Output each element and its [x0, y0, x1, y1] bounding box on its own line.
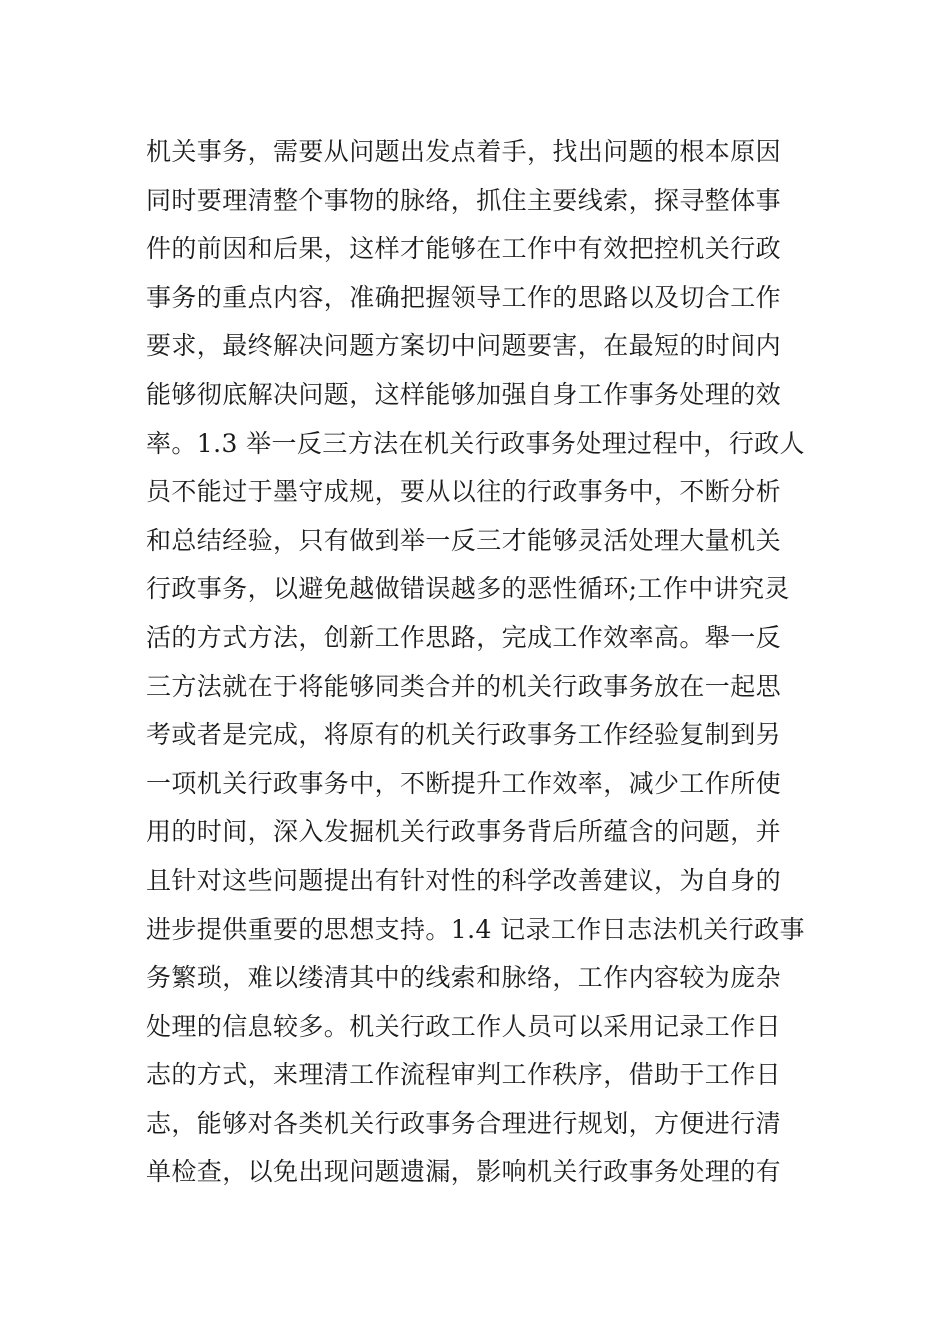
text-line: 进步提供重要的思想支持。1.4 记录工作日志法机关行政事: [146, 914, 805, 944]
text-line: 员不能过于墨守成规，要从以往的行政事务中，不断分析: [146, 477, 782, 507]
text-line: 能够彻底解决问题，这样能够加强自身工作事务处理的效: [146, 379, 782, 409]
text-line: 单检查，以免出现问题遗漏，影响机关行政事务处理的有: [146, 1157, 782, 1187]
text-line: 同时要理清整个事物的脉络，抓住主要线索，探寻整体事: [146, 185, 782, 215]
text-line: 三方法就在于将能够同类合并的机关行政事务放在一起思: [146, 671, 782, 701]
text-line: 率。1.3 举一反三方法在机关行政事务处理过程中，行政人: [146, 428, 805, 458]
text-line: 事务的重点内容，准确把握领导工作的思路以及切合工作: [146, 282, 782, 312]
text-line: 用的时间，深入发掘机关行政事务背后所蕴含的问题，并: [146, 817, 782, 847]
text-line: 活的方式方法，创新工作思路，完成工作效率高。舉一反: [146, 622, 782, 652]
text-line: 和总结经验，只有做到举一反三才能够灵活处理大量机关: [146, 525, 782, 555]
text-line: 件的前因和后果，这样才能够在工作中有效把控机关行政: [146, 234, 782, 264]
text-line: 行政事务，以避免越做错误越多的恶性循环;工作中讲究灵: [146, 574, 790, 604]
text-line: 务繁琐，难以缕清其中的线索和脉络，工作内容较为庞杂: [146, 963, 782, 993]
text-line: 志，能够对各类机关行政事务合理进行规划，方便进行清: [146, 1108, 782, 1138]
text-line: 志的方式，来理清工作流程审判工作秩序，借助于工作日: [146, 1060, 782, 1090]
text-line: 要求，最终解决问题方案切中问题要害，在最短的时间内: [146, 331, 782, 361]
text-line: 且针对这些问题提出有针对性的科学改善建议，为自身的: [146, 865, 782, 895]
text-line: 机关事务，需要从问题出发点着手，找出问题的根本原因: [146, 137, 782, 166]
body-paragraph: [146, 128, 826, 1197]
text-line: 一项机关行政事务中，不断提升工作效率，减少工作所使: [146, 768, 782, 798]
text-line: 考或者是完成，将原有的机关行政事务工作经验复制到另: [146, 720, 782, 750]
text-line: 处理的信息较多。机关行政工作人员可以采用记录工作日: [146, 1011, 782, 1041]
